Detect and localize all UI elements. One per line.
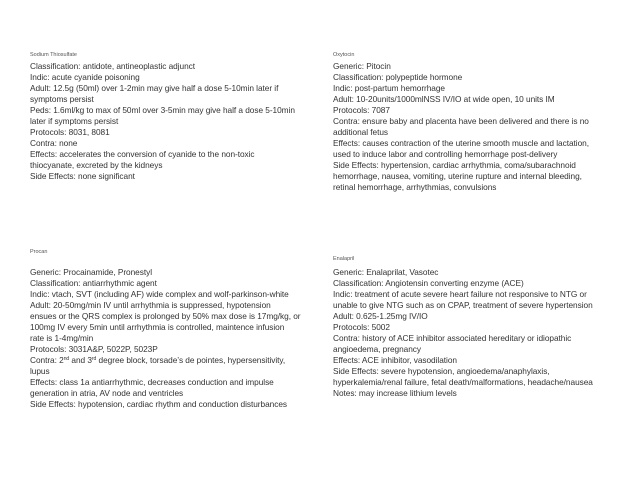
text-line: Effects: class 1a antiarrhythmic, decreases conduction and impulse (30, 377, 274, 387)
text-line: Adult: 12.5g (50ml) over 1-2min may give half a dose 5-10min later if (30, 83, 279, 93)
text-line: later if symptoms persist (30, 116, 119, 126)
text-line: Generic: Pitocin (333, 61, 391, 71)
text-line: Protocols: 8031, 8081 (30, 127, 110, 137)
text-line: Effects: causes contraction of the uterine smooth muscle and lactation, (333, 138, 589, 148)
text-line: rate is 1-4mg/min (30, 333, 94, 343)
text-line: 100mg IV every 5min until arrhythmia is controlled, maintence infusion (30, 322, 285, 332)
card-procan (30, 249, 335, 410)
text-line: unable to give NTG such as on CPAP, treatment of severe hypertension (333, 300, 593, 310)
text-line: Notes: may increase lithium levels (333, 388, 457, 398)
text-line: Protocols: 7087 (333, 105, 390, 115)
text-line: angioedema, pregnancy (333, 344, 421, 354)
card-sodium-thiosulfate (30, 52, 335, 182)
card-body (30, 61, 335, 182)
text-line: used to induce labor and controlling hemorrhage post-delivery (333, 149, 558, 159)
text-line: Contra: history of ACE inhibitor associated hereditary or idiopathic (333, 333, 572, 343)
card-body (333, 61, 638, 193)
text-line: Classification: antidote, antineoplastic adjunct (30, 61, 196, 71)
card-title: Enalapril (333, 256, 355, 262)
card-title: Procan (30, 249, 48, 255)
card-body (333, 267, 638, 399)
text-line: Effects: ACE inhibitor, vasodilation (333, 355, 457, 365)
contra-prefix: Contra: 2 (30, 355, 64, 365)
text-line: Side Effects: none significant (30, 171, 135, 181)
card-body-bottom (30, 366, 335, 410)
text-line: hyperkalemia/renal failure, fetal death/malformations, headache/nausea (333, 377, 593, 387)
card-oxytocin (333, 52, 638, 193)
text-line: Adult: 20-50mg/min IV until arrhythmia is suppressed, hypotension (30, 300, 271, 310)
contra-line (30, 355, 335, 366)
text-line: Protocols: 3031A&P, 5022P, 5023P (30, 344, 158, 354)
text-line: Peds: 1.6ml/kg to max of 50ml over 3-5min may give half a dose 5-10min (30, 105, 295, 115)
text-line: generation in atria, AV node and ventricles (30, 388, 184, 398)
contra-mid: and 3 (69, 355, 92, 365)
text-line: Contra: ensure baby and placenta have been delivered and there is no (333, 116, 589, 126)
text-line: retinal hemorrhage, arrhythmias, convulsions (333, 182, 497, 192)
text-line: additional fetus (333, 127, 389, 137)
text-line: Indic: vtach, SVT (including AF) wide complex and wolf-parkinson-white (30, 289, 289, 299)
text-line: ensues or the QRS complex is prolonged by 50% max dose is 17mg/kg, or (30, 311, 301, 321)
text-line: symptoms persist (30, 94, 94, 104)
text-line: Side Effects: severe hypotension, angioedema/anaphylaxis, (333, 366, 550, 376)
card-body (30, 267, 335, 410)
card-title: Oxytocin (333, 52, 355, 58)
text-line: lupus (30, 366, 50, 376)
ordinal-suffix: nd (63, 356, 70, 362)
text-line: Adult: 0.625-1.25mg IV/IO (333, 311, 428, 321)
text-line: Side Effects: hypertension, cardiac arrhythmia, coma/subarachnoid (333, 160, 576, 170)
text-line: Protocols: 5002 (333, 322, 390, 332)
text-line: hemorrhage, nausea, vomiting, uterine rupture and internal bleeding, (333, 171, 582, 181)
text-line: Classification: Angiotensin converting enzyme (ACE) (333, 278, 524, 288)
text-line: Classification: polypeptide hormone (333, 72, 463, 82)
contra-rest: degree block, torsade’s de pointes, hypersensitivity, (96, 355, 286, 365)
card-enalapril (333, 256, 638, 399)
text-line: Indic: treatment of acute severe heart failure not responsive to NTG or (333, 289, 587, 299)
text-line: Adult: 10-20units/1000mlNSS IV/IO at wide open, 10 units IM (333, 94, 555, 104)
text-line: Indic: post-partum hemorrhage (333, 83, 445, 93)
text-line: Indic: acute cyanide poisoning (30, 72, 140, 82)
card-body-top (30, 267, 335, 355)
text-line: Effects: accelerates the conversion of cyanide to the non-toxic (30, 149, 255, 159)
text-line: Side Effects: hypotension, cardiac rhythm and conduction disturbances (30, 399, 287, 409)
text-line: thiocyanate, excreted by the kidneys (30, 160, 163, 170)
text-line: Classification: antiarrhythmic agent (30, 278, 157, 288)
card-title: Sodium Thiosulfate (30, 52, 77, 58)
text-line: Generic: Procainamide, Pronestyl (30, 267, 152, 277)
text-line: Generic: Enalaprilat, Vasotec (333, 267, 439, 277)
text-line: Contra: none (30, 138, 78, 148)
ordinal-suffix: rd (91, 356, 97, 362)
